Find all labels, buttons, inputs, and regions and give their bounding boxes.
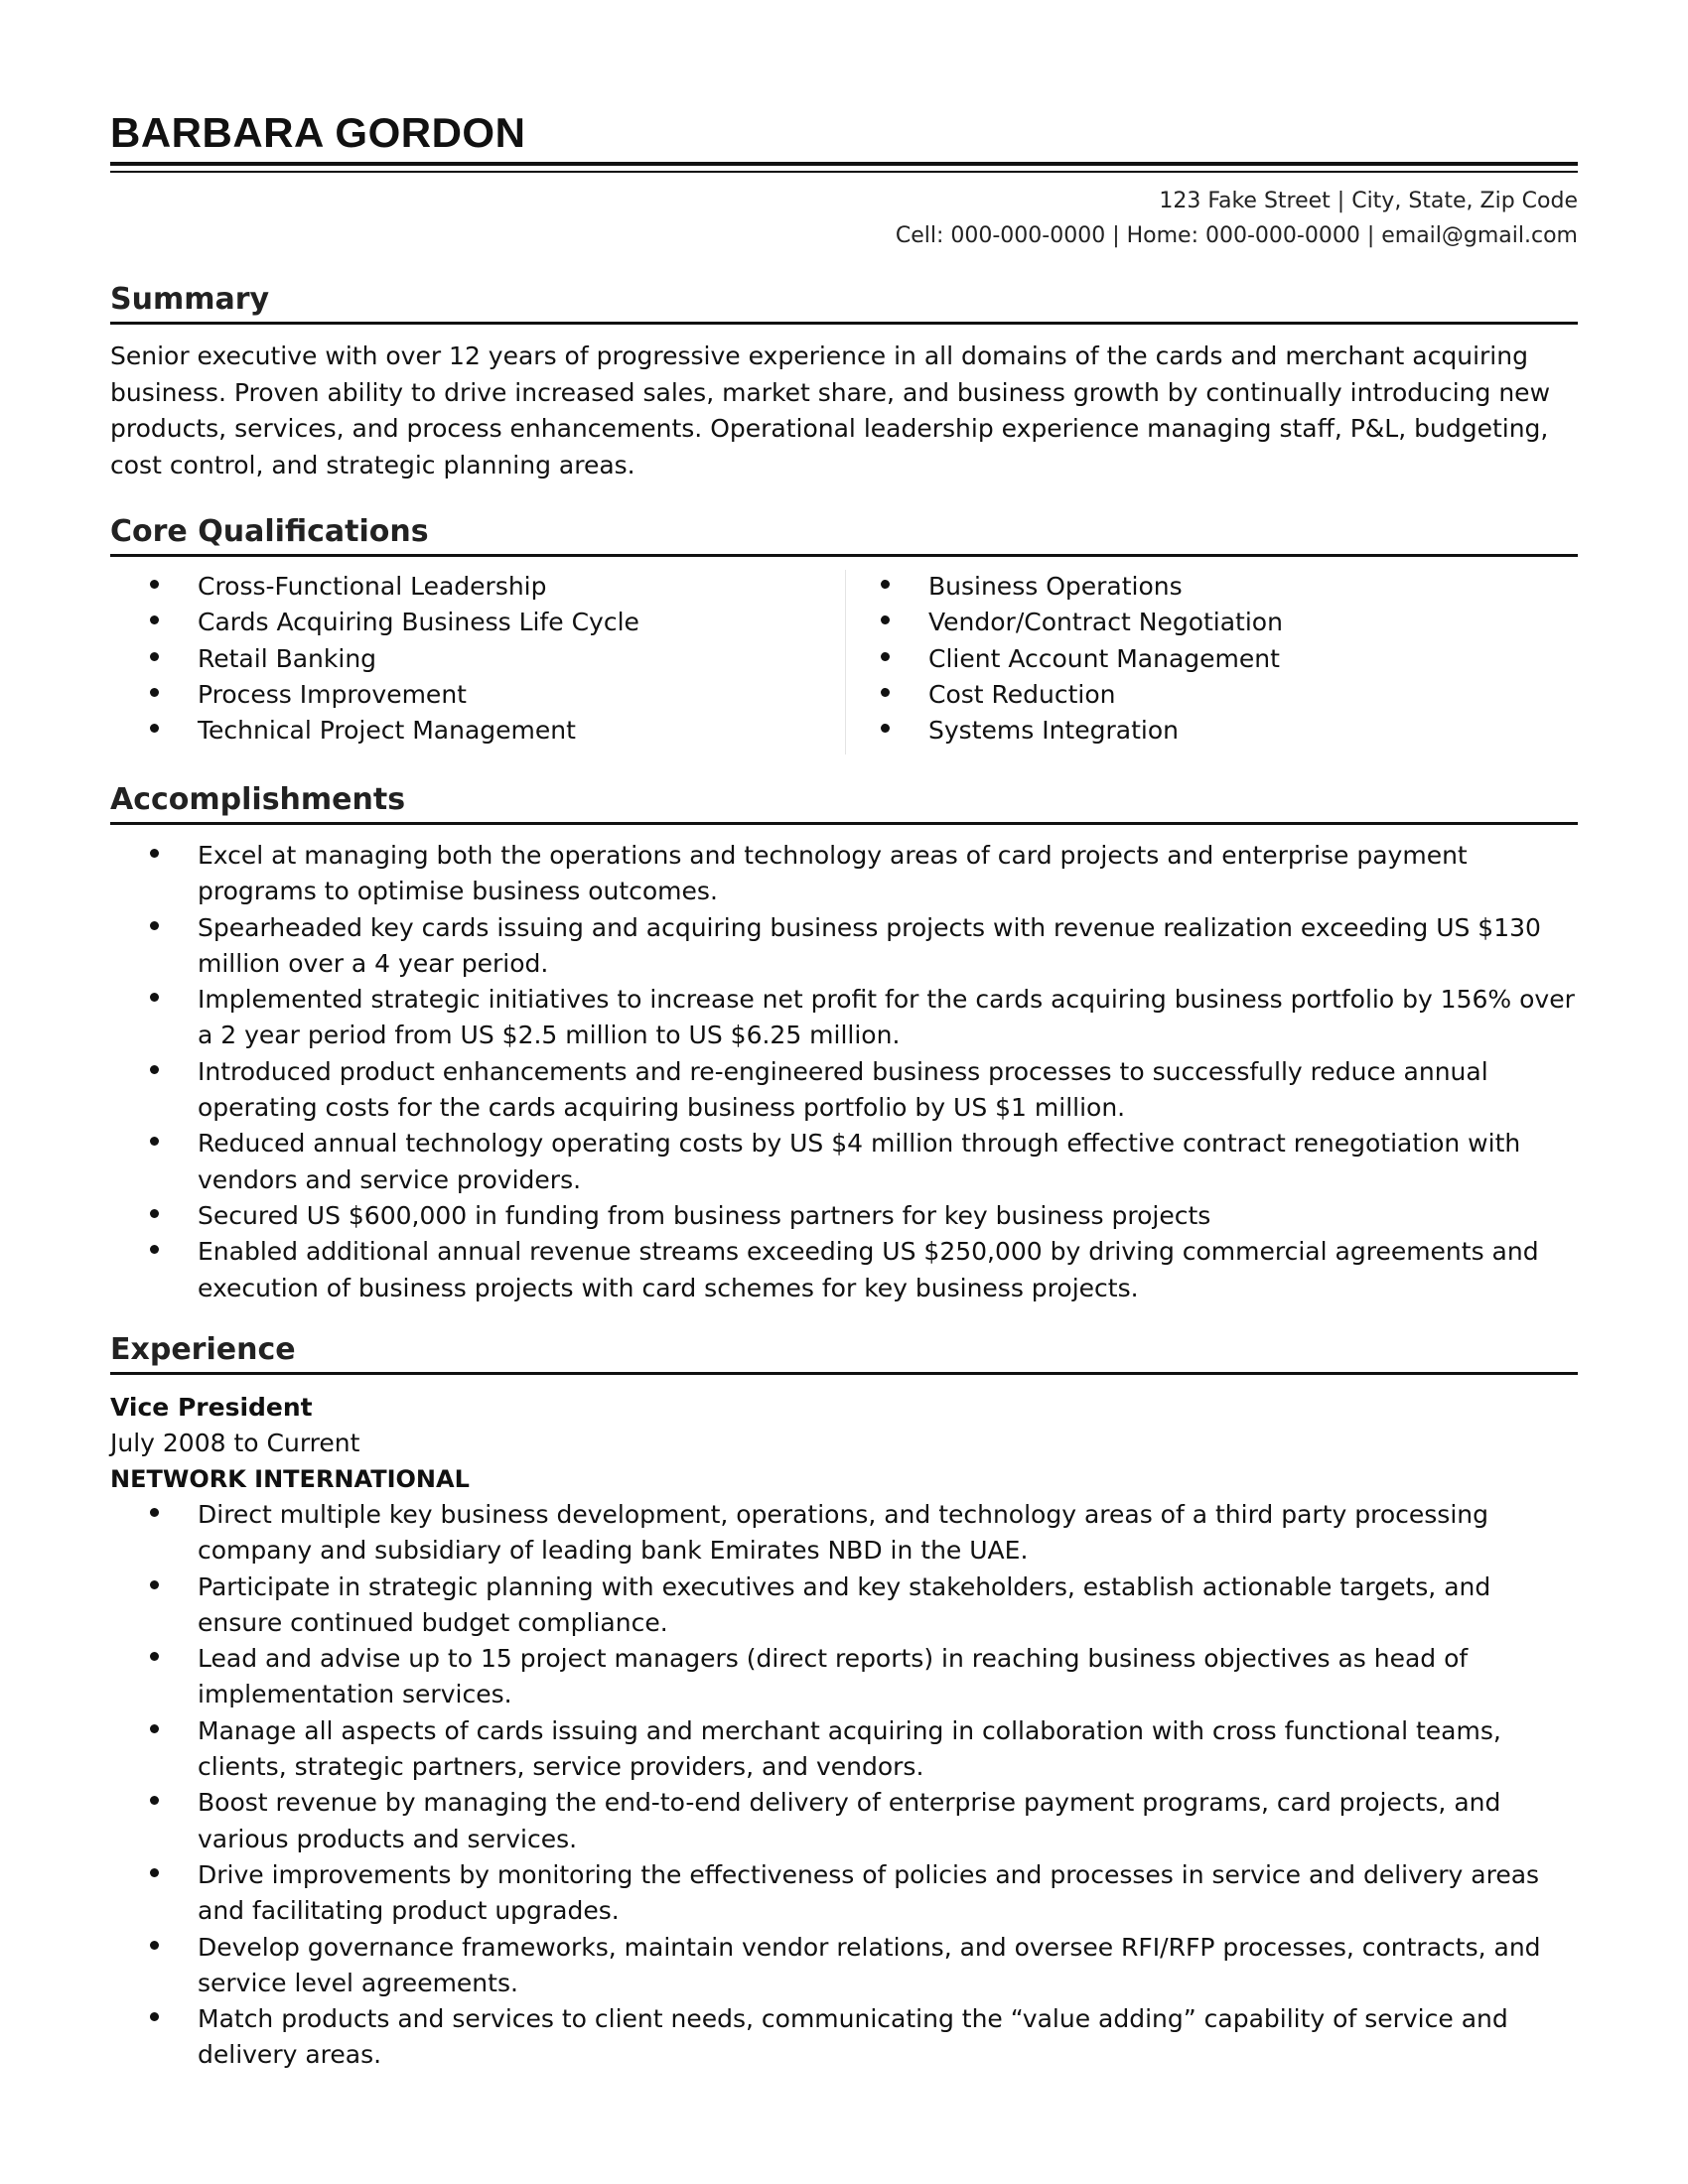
qualification-item	[841, 641, 1283, 677]
bullet-icon	[150, 1508, 159, 1517]
bullet-icon	[150, 1137, 159, 1146]
qualification-label: Client Account Management	[928, 643, 1280, 673]
accomplishment-text: Secured US $600,000 in funding from business partners for key business projects	[198, 1200, 1211, 1230]
qualification-label: Technical Project Management	[198, 716, 576, 746]
job-dates: July 2008 to Current	[110, 1429, 360, 1457]
qualification-item	[110, 569, 639, 605]
accomplishment-item	[110, 910, 1578, 983]
summary-text: Senior executive with over 12 years of progressive experience in all domains of the cards and merchant acquiring business. Proven ability to drive increased sales, market share, and business growth by continually introducing new products, services, and process enhancements. Operational leadership experience managing staff, P&L, budgeting, cost control, and strategic planning areas.	[110, 341, 1551, 479]
qualification-item	[110, 605, 639, 640]
candidate-name: BARBARA GORDON	[110, 109, 526, 156]
qualification-item	[110, 713, 639, 749]
bullet-icon	[150, 993, 159, 1002]
accomplishment-item	[110, 1054, 1578, 1127]
bullet-icon	[150, 1652, 159, 1661]
accomplishments-list	[110, 838, 1578, 1306]
duty-text: Match products and services to client needs, communicating the “value adding” capability of service and delivery areas.	[198, 2004, 1508, 2070]
accomplishment-text: Enabled additional annual revenue streams exceeding US $250,000 by driving commercial agreements and execution of business projects with card schemes for key business projects.	[198, 1237, 1539, 1302]
bullet-icon	[150, 1245, 159, 1254]
duty-item	[110, 1497, 1578, 1570]
accomplishment-item	[110, 1126, 1578, 1198]
bullet-icon	[881, 580, 890, 589]
qualification-item	[841, 605, 1283, 640]
bullet-icon	[150, 849, 159, 858]
accomplishment-text: Implemented strategic initiatives to increase net profit for the cards acquiring business portfolio by 156% over a 2 year period from US $2.5 million to US $6.25 million.	[198, 985, 1575, 1050]
address-line: 123 Fake Street | City, State, Zip Code	[1159, 189, 1578, 213]
duty-item	[110, 1857, 1578, 1930]
accomplishment-text: Introduced product enhancements and re-engineered business processes to successfully reduce annual operating costs for the cards acquiring business portfolio by US $1 million.	[198, 1056, 1488, 1123]
bullet-icon	[150, 615, 159, 624]
duty-text: Develop governance frameworks, maintain vendor relations, and oversee RFI/RFP processes, contracts, and service level agreements.	[198, 1932, 1541, 1997]
duty-text: Lead and advise up to 15 project managers (direct reports) in reaching business objectives as head of implementation services.	[198, 1644, 1469, 1709]
duty-item	[110, 2001, 1578, 2074]
bullet-icon	[150, 724, 159, 733]
experience-duties-list	[110, 1497, 1578, 2074]
accomplishment-item	[110, 1198, 1578, 1234]
accomplishment-text: Spearheaded key cards issuing and acquiring business projects with revenue realization exceeding US $130 million over a 4 year period.	[198, 912, 1541, 978]
accomplishment-text: Reduced annual technology operating costs by US $4 million through effective contract renegotiation with vendors and service providers.	[198, 1129, 1521, 1194]
duty-text: Manage all aspects of cards issuing and merchant acquiring in collaboration with cross functional teams, clients, strategic partners, service providers, and vendors.	[198, 1715, 1501, 1782]
accomplishment-item	[110, 982, 1578, 1054]
accomplishment-item	[110, 1234, 1578, 1306]
accomplishment-item	[110, 838, 1578, 910]
accomplishments-heading: Accomplishments	[110, 780, 1578, 825]
bullet-icon	[150, 1941, 159, 1950]
bullet-icon	[881, 724, 890, 733]
bullet-icon	[150, 1209, 159, 1218]
bullet-icon	[150, 1724, 159, 1733]
bullet-icon	[150, 1868, 159, 1877]
qualification-label: Systems Integration	[928, 716, 1179, 746]
qualifications-right-list	[841, 569, 1283, 749]
qualification-label: Cost Reduction	[928, 679, 1116, 709]
summary-heading: Summary	[110, 280, 1578, 325]
qualification-label: Cards Acquiring Business Life Cycle	[198, 608, 639, 637]
bullet-icon	[150, 652, 159, 661]
experience-heading: Experience	[110, 1330, 1578, 1375]
qualification-label: Retail Banking	[198, 643, 377, 673]
duty-item	[110, 1713, 1578, 1786]
qualifications-left-list	[110, 569, 639, 749]
phone-email-line: Cell: 000-000-0000 | Home: 000-000-0000 | email@gmail.com	[895, 223, 1578, 248]
qualification-item	[110, 677, 639, 713]
qualification-item	[841, 713, 1283, 749]
qualification-label: Cross-Functional Leadership	[198, 572, 547, 601]
bullet-icon	[150, 2012, 159, 2021]
bullet-icon	[881, 652, 890, 661]
bullet-icon	[881, 615, 890, 624]
qualification-item	[841, 569, 1283, 605]
bullet-icon	[150, 580, 159, 589]
duty-item	[110, 1641, 1578, 1713]
qualification-label: Vendor/Contract Negotiation	[928, 608, 1283, 637]
duty-text: Direct multiple key business development, operations, and technology areas of a third party processing company and subsidiary of leading bank Emirates NBD in the UAE.	[198, 1500, 1488, 1566]
qualification-label: Business Operations	[928, 572, 1183, 601]
qualifications-heading: Core Qualifications	[110, 512, 1578, 557]
duty-item	[110, 1930, 1578, 2002]
duty-text: Drive improvements by monitoring the effectiveness of policies and processes in service and delivery areas and facilitating product upgrades.	[198, 1859, 1540, 1926]
bullet-icon	[150, 1580, 159, 1589]
accomplishment-text: Excel at managing both the operations and technology areas of card projects and enterprise payment programs to optimise business outcomes.	[198, 841, 1468, 906]
qualification-item	[110, 641, 639, 677]
bullet-icon	[150, 1065, 159, 1074]
duty-text: Participate in strategic planning with executives and key stakeholders, establish actionable targets, and ensure continued budget compliance.	[198, 1571, 1491, 1637]
bullet-icon	[150, 921, 159, 930]
job-company: NETWORK INTERNATIONAL	[110, 1465, 470, 1493]
header-divider	[110, 162, 1578, 166]
duty-item	[110, 1570, 1578, 1642]
bullet-icon	[150, 688, 159, 697]
bullet-icon	[150, 1796, 159, 1805]
duty-text: Boost revenue by managing the end-to-end delivery of enterprise payment programs, card projects, and various products and services.	[198, 1788, 1501, 1853]
bullet-icon	[881, 688, 890, 697]
job-title: Vice President	[110, 1393, 313, 1422]
qualification-label: Process Improvement	[198, 679, 467, 709]
duty-item	[110, 1785, 1578, 1857]
qualification-item	[841, 677, 1283, 713]
